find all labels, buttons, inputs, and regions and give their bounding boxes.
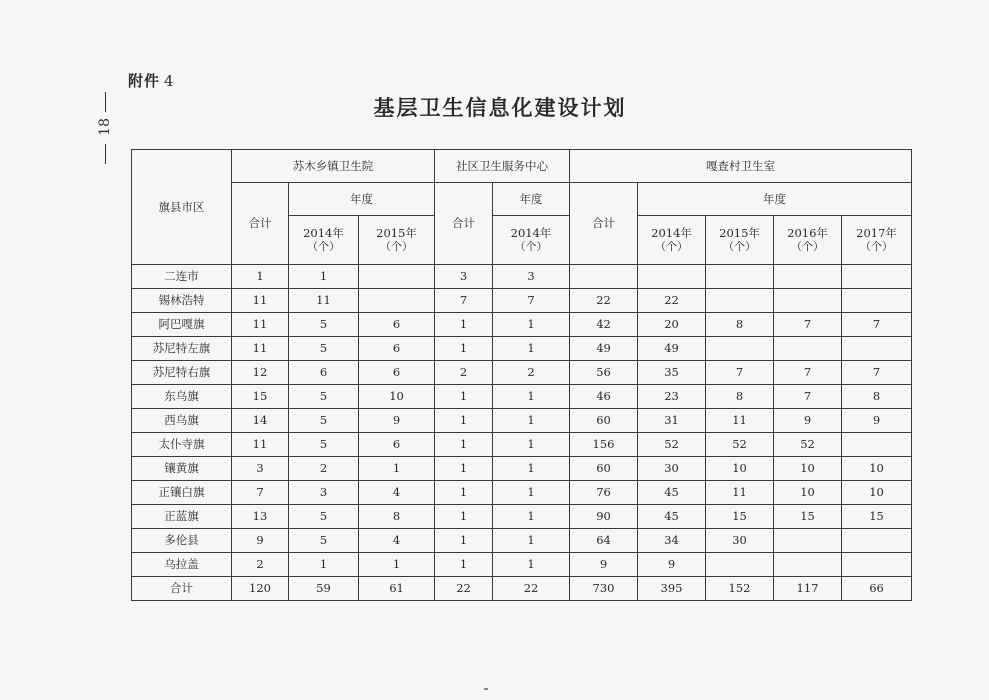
scan-mark — [484, 688, 488, 690]
value-cell: 30 — [706, 529, 774, 553]
value-cell: 7 — [774, 313, 842, 337]
value-cell: 5 — [289, 505, 359, 529]
value-cell: 5 — [289, 529, 359, 553]
value-cell: 56 — [570, 361, 638, 385]
value-cell: 64 — [570, 529, 638, 553]
value-cell: 7 — [842, 361, 912, 385]
year-label: 2014年 — [303, 225, 344, 240]
value-cell: 8 — [842, 385, 912, 409]
value-cell: 1 — [493, 433, 570, 457]
value-cell: 12 — [232, 361, 289, 385]
value-cell: 2 — [493, 361, 570, 385]
year-label: 2016年 — [787, 225, 828, 240]
region-name-cell: 正镶白旗 — [132, 481, 232, 505]
unit-label: （个） — [723, 240, 757, 254]
header-year-cell — [638, 216, 706, 265]
value-cell: 1 — [435, 337, 493, 361]
value-cell: 1 — [493, 385, 570, 409]
value-cell: 3 — [435, 265, 493, 289]
value-cell: 1 — [435, 457, 493, 481]
value-cell: 52 — [774, 433, 842, 457]
region-name-cell: 苏尼特右旗 — [132, 361, 232, 385]
value-cell: 22 — [638, 289, 706, 313]
value-cell — [638, 265, 706, 289]
region-name-cell: 太仆寺旗 — [132, 433, 232, 457]
region-name-cell: 阿巴嘎旗 — [132, 313, 232, 337]
header-community-year: 年度 — [493, 183, 570, 216]
value-cell — [774, 553, 842, 577]
plan-table — [131, 149, 912, 601]
value-cell: 15 — [774, 505, 842, 529]
value-cell: 9 — [842, 409, 912, 433]
value-cell: 31 — [638, 409, 706, 433]
value-cell — [570, 265, 638, 289]
value-cell — [706, 337, 774, 361]
value-cell: 1 — [435, 409, 493, 433]
value-cell: 45 — [638, 481, 706, 505]
region-name-cell: 锡林浩特 — [132, 289, 232, 313]
region-name-cell: 镶黄旗 — [132, 457, 232, 481]
value-cell: 45 — [638, 505, 706, 529]
year-label: 2017年 — [856, 225, 897, 240]
value-cell — [706, 553, 774, 577]
value-cell: 1 — [493, 457, 570, 481]
table-row — [132, 409, 912, 433]
value-cell: 1 — [232, 265, 289, 289]
value-cell — [842, 433, 912, 457]
value-cell: 13 — [232, 505, 289, 529]
value-cell: 2 — [289, 457, 359, 481]
value-cell: 156 — [570, 433, 638, 457]
value-cell: 1 — [493, 553, 570, 577]
value-cell: 11 — [232, 289, 289, 313]
header-row-year-group — [132, 183, 912, 216]
value-cell: 7 — [842, 313, 912, 337]
value-cell: 2 — [435, 361, 493, 385]
value-cell: 9 — [774, 409, 842, 433]
value-cell: 23 — [638, 385, 706, 409]
region-name-cell: 苏尼特左旗 — [132, 337, 232, 361]
page-number-dash-bottom — [105, 144, 106, 164]
value-cell: 395 — [638, 577, 706, 601]
header-community-total: 合计 — [435, 183, 493, 265]
header-village-year: 年度 — [638, 183, 912, 216]
value-cell: 1 — [435, 313, 493, 337]
table-row — [132, 457, 912, 481]
value-cell: 11 — [232, 313, 289, 337]
value-cell — [842, 289, 912, 313]
header-village-total: 合计 — [570, 183, 638, 265]
unit-label: （个） — [860, 240, 894, 254]
value-cell — [706, 289, 774, 313]
unit-label: （个） — [791, 240, 825, 254]
header-year-cell — [774, 216, 842, 265]
value-cell: 8 — [706, 385, 774, 409]
value-cell: 1 — [435, 529, 493, 553]
value-cell: 3 — [232, 457, 289, 481]
table-row — [132, 529, 912, 553]
header-township-year: 年度 — [289, 183, 435, 216]
value-cell — [774, 337, 842, 361]
value-cell: 30 — [638, 457, 706, 481]
year-label: 2014年 — [651, 225, 692, 240]
value-cell: 15 — [706, 505, 774, 529]
header-community-center: 社区卫生服务中心 — [435, 150, 570, 183]
table-row — [132, 433, 912, 457]
value-cell: 1 — [359, 457, 435, 481]
value-cell: 11 — [289, 289, 359, 313]
value-cell: 1 — [289, 265, 359, 289]
value-cell: 9 — [359, 409, 435, 433]
table-row — [132, 313, 912, 337]
value-cell: 7 — [493, 289, 570, 313]
table-row — [132, 265, 912, 289]
value-cell: 90 — [570, 505, 638, 529]
value-cell: 6 — [359, 433, 435, 457]
value-cell — [842, 337, 912, 361]
region-name-cell: 二连市 — [132, 265, 232, 289]
value-cell: 52 — [706, 433, 774, 457]
table-row — [132, 289, 912, 313]
region-name-cell: 正蓝旗 — [132, 505, 232, 529]
value-cell: 22 — [570, 289, 638, 313]
region-name-cell: 多伦县 — [132, 529, 232, 553]
value-cell: 11 — [232, 433, 289, 457]
table-row — [132, 337, 912, 361]
value-cell: 1 — [289, 553, 359, 577]
header-township-center: 苏木乡镇卫生院 — [232, 150, 435, 183]
value-cell: 117 — [774, 577, 842, 601]
value-cell: 8 — [706, 313, 774, 337]
value-cell: 6 — [359, 313, 435, 337]
header-region: 旗县市区 — [132, 150, 232, 265]
header-year-cell — [842, 216, 912, 265]
header-village-clinic: 嘎查村卫生室 — [570, 150, 912, 183]
value-cell: 8 — [359, 505, 435, 529]
value-cell: 61 — [359, 577, 435, 601]
value-cell: 7 — [706, 361, 774, 385]
unit-label: （个） — [307, 240, 340, 254]
table-total-row — [132, 577, 912, 601]
region-name-cell: 东乌旗 — [132, 385, 232, 409]
value-cell — [842, 529, 912, 553]
value-cell: 1 — [493, 505, 570, 529]
value-cell: 1 — [493, 337, 570, 361]
value-cell: 3 — [289, 481, 359, 505]
value-cell: 52 — [638, 433, 706, 457]
value-cell: 49 — [570, 337, 638, 361]
value-cell — [359, 289, 435, 313]
value-cell — [842, 553, 912, 577]
value-cell: 4 — [359, 529, 435, 553]
value-cell: 59 — [289, 577, 359, 601]
value-cell — [706, 265, 774, 289]
value-cell: 1 — [435, 385, 493, 409]
value-cell: 152 — [706, 577, 774, 601]
value-cell: 11 — [706, 481, 774, 505]
value-cell: 66 — [842, 577, 912, 601]
value-cell: 10 — [706, 457, 774, 481]
value-cell: 7 — [232, 481, 289, 505]
value-cell: 5 — [289, 313, 359, 337]
value-cell — [774, 289, 842, 313]
header-year-cell — [359, 216, 435, 265]
value-cell: 6 — [289, 361, 359, 385]
value-cell: 15 — [232, 385, 289, 409]
value-cell: 22 — [493, 577, 570, 601]
attachment-number: 4 — [164, 72, 175, 90]
value-cell: 5 — [289, 385, 359, 409]
value-cell: 1 — [493, 481, 570, 505]
header-year-cell — [706, 216, 774, 265]
value-cell: 35 — [638, 361, 706, 385]
value-cell: 11 — [706, 409, 774, 433]
unit-label: （个） — [514, 240, 548, 254]
value-cell: 1 — [493, 313, 570, 337]
value-cell: 5 — [289, 433, 359, 457]
value-cell: 14 — [232, 409, 289, 433]
table-row — [132, 361, 912, 385]
value-cell: 60 — [570, 409, 638, 433]
page-number — [98, 92, 112, 164]
value-cell — [842, 265, 912, 289]
value-cell: 49 — [638, 337, 706, 361]
header-year-cell — [493, 216, 570, 265]
value-cell — [359, 265, 435, 289]
value-cell: 10 — [774, 481, 842, 505]
unit-label: （个） — [380, 240, 414, 254]
page-number-value: 18 — [97, 118, 113, 136]
header-year-cell — [289, 216, 359, 265]
value-cell: 7 — [774, 385, 842, 409]
value-cell: 60 — [570, 457, 638, 481]
value-cell: 10 — [842, 457, 912, 481]
page-number-dash-top — [105, 92, 106, 112]
document-title: 基层卫生信息化建设计划 — [373, 96, 627, 120]
value-cell: 1 — [435, 481, 493, 505]
value-cell: 10 — [774, 457, 842, 481]
value-cell: 6 — [359, 337, 435, 361]
value-cell: 1 — [435, 553, 493, 577]
attachment-label-text: 附件 — [128, 72, 161, 90]
region-name-cell: 合计 — [132, 577, 232, 601]
table-row — [132, 385, 912, 409]
value-cell: 5 — [289, 409, 359, 433]
value-cell: 7 — [774, 361, 842, 385]
value-cell: 9 — [638, 553, 706, 577]
value-cell: 6 — [359, 361, 435, 385]
value-cell: 11 — [232, 337, 289, 361]
value-cell: 1 — [435, 505, 493, 529]
value-cell: 1 — [493, 409, 570, 433]
value-cell — [774, 529, 842, 553]
value-cell: 20 — [638, 313, 706, 337]
value-cell: 7 — [435, 289, 493, 313]
value-cell: 1 — [493, 529, 570, 553]
value-cell: 120 — [232, 577, 289, 601]
header-township-total: 合计 — [232, 183, 289, 265]
value-cell: 46 — [570, 385, 638, 409]
value-cell: 5 — [289, 337, 359, 361]
value-cell: 22 — [435, 577, 493, 601]
value-cell: 9 — [232, 529, 289, 553]
value-cell: 1 — [435, 433, 493, 457]
value-cell: 76 — [570, 481, 638, 505]
value-cell: 15 — [842, 505, 912, 529]
value-cell: 4 — [359, 481, 435, 505]
unit-label: （个） — [655, 240, 689, 254]
value-cell: 34 — [638, 529, 706, 553]
table-row — [132, 505, 912, 529]
value-cell: 10 — [842, 481, 912, 505]
value-cell: 2 — [232, 553, 289, 577]
value-cell: 42 — [570, 313, 638, 337]
value-cell — [774, 265, 842, 289]
year-label: 2014年 — [510, 225, 552, 240]
value-cell: 730 — [570, 577, 638, 601]
region-name-cell: 乌拉盖 — [132, 553, 232, 577]
year-label: 2015年 — [719, 225, 760, 240]
value-cell: 9 — [570, 553, 638, 577]
table-row — [132, 481, 912, 505]
year-label: 2015年 — [376, 225, 417, 240]
value-cell: 3 — [493, 265, 570, 289]
region-name-cell: 西乌旗 — [132, 409, 232, 433]
header-row-groups — [132, 150, 912, 183]
table-row — [132, 553, 912, 577]
value-cell: 1 — [359, 553, 435, 577]
value-cell: 10 — [359, 385, 435, 409]
attachment-label — [128, 70, 175, 91]
